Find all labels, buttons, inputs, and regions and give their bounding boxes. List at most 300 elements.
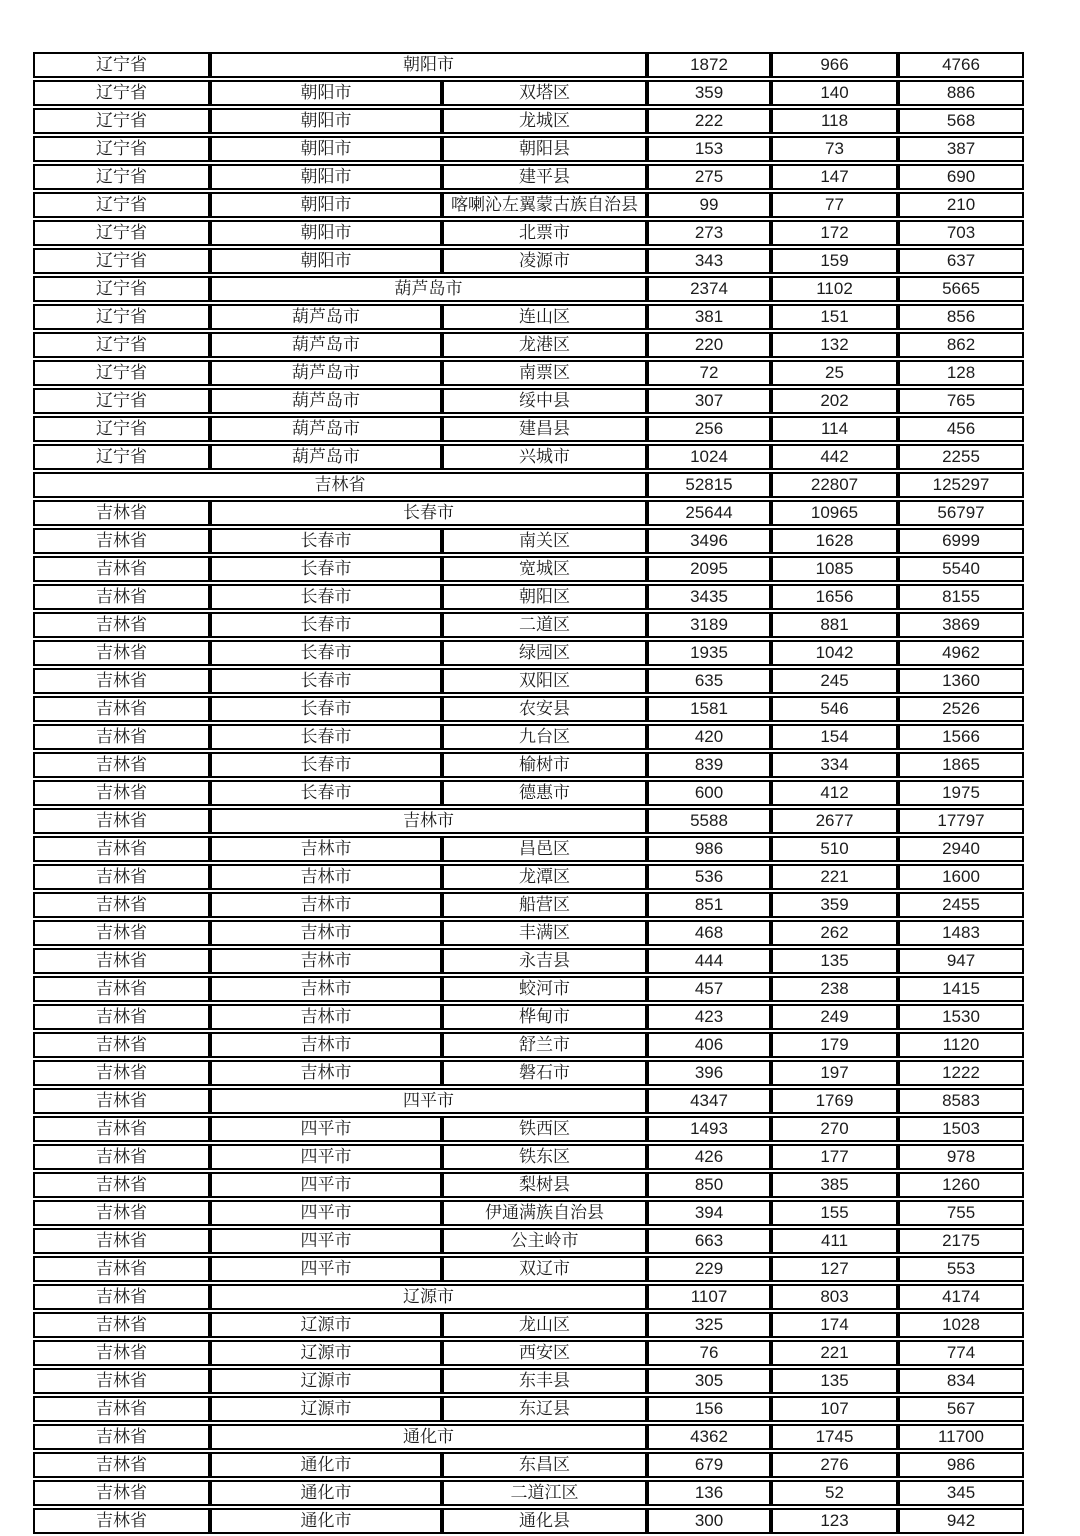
value-cell: 52815 [647,472,771,498]
province-cell: 吉林省 [33,1424,210,1450]
value-cell: 2526 [898,696,1024,722]
table-row [33,1452,1024,1478]
value-cell: 426 [647,1144,771,1170]
province-cell: 吉林省 [33,528,210,554]
province-cell: 辽宁省 [33,416,210,442]
value-cell: 159 [771,248,898,274]
table-row [33,612,1024,638]
city-cell: 葫芦岛市 [210,444,442,470]
district-cell: 昌邑区 [442,836,647,862]
province-cell: 辽宁省 [33,332,210,358]
value-cell: 11700 [898,1424,1024,1450]
value-cell: 1024 [647,444,771,470]
value-cell: 1107 [647,1284,771,1310]
value-cell: 600 [647,780,771,806]
value-cell: 3869 [898,612,1024,638]
value-cell: 2374 [647,276,771,302]
province-cell: 吉林省 [33,1004,210,1030]
value-cell: 135 [771,1368,898,1394]
province-cell: 吉林省 [33,780,210,806]
table-row [33,1116,1024,1142]
table-row [33,948,1024,974]
table-row [33,892,1024,918]
city-cell: 吉林市 [210,920,442,946]
value-cell: 1975 [898,780,1024,806]
city-cell: 吉林市 [210,948,442,974]
value-cell: 1260 [898,1172,1024,1198]
city-cell: 吉林市 [210,892,442,918]
value-cell: 457 [647,976,771,1002]
district-cell: 丰满区 [442,920,647,946]
province-cell: 吉林省 [33,808,210,834]
province-cell: 吉林省 [33,1228,210,1254]
value-cell: 2455 [898,892,1024,918]
district-cell: 龙城区 [442,108,647,134]
city-cell: 朝阳市 [210,52,647,78]
city-cell: 葫芦岛市 [210,416,442,442]
value-cell: 25644 [647,500,771,526]
table-row [33,920,1024,946]
district-cell: 兴城市 [442,444,647,470]
district-cell: 双塔区 [442,80,647,106]
value-cell: 6999 [898,528,1024,554]
province-cell: 吉林省 [33,1480,210,1506]
value-cell: 174 [771,1312,898,1338]
district-cell: 榆树市 [442,752,647,778]
value-cell: 412 [771,780,898,806]
city-cell: 长春市 [210,696,442,722]
value-cell: 307 [647,388,771,414]
district-cell: 德惠市 [442,780,647,806]
province-cell: 吉林省 [33,1144,210,1170]
value-cell: 1769 [771,1088,898,1114]
table-row [33,108,1024,134]
value-cell: 1530 [898,1004,1024,1030]
value-cell: 568 [898,108,1024,134]
province-cell: 吉林省 [33,1032,210,1058]
table-row [33,1312,1024,1338]
city-cell: 四平市 [210,1172,442,1198]
value-cell: 2175 [898,1228,1024,1254]
value-cell: 179 [771,1032,898,1058]
value-cell: 803 [771,1284,898,1310]
district-cell: 建昌县 [442,416,647,442]
province-cell: 吉林省 [33,892,210,918]
table-row [33,584,1024,610]
table-row [33,1284,1024,1310]
value-cell: 77 [771,192,898,218]
city-cell: 朝阳市 [210,164,442,190]
province-cell: 辽宁省 [33,80,210,106]
city-cell: 长春市 [210,640,442,666]
district-cell: 龙潭区 [442,864,647,890]
city-cell: 长春市 [210,612,442,638]
table-row [33,360,1024,386]
table-body [33,52,1024,1534]
value-cell: 305 [647,1368,771,1394]
district-cell: 南票区 [442,360,647,386]
district-cell: 磐石市 [442,1060,647,1086]
value-cell: 850 [647,1172,771,1198]
city-cell: 葫芦岛市 [210,388,442,414]
value-cell: 1042 [771,640,898,666]
value-cell: 334 [771,752,898,778]
province-cell: 辽宁省 [33,248,210,274]
province-cell: 吉林省 [33,584,210,610]
district-cell: 农安县 [442,696,647,722]
value-cell: 637 [898,248,1024,274]
value-cell: 300 [647,1508,771,1534]
value-cell: 553 [898,1256,1024,1282]
table-row [33,192,1024,218]
value-cell: 123 [771,1508,898,1534]
value-cell: 275 [647,164,771,190]
district-cell: 双阳区 [442,668,647,694]
table-row [33,1004,1024,1030]
district-cell: 凌源市 [442,248,647,274]
district-cell: 朝阳县 [442,136,647,162]
value-cell: 17797 [898,808,1024,834]
province-cell: 吉林省 [33,1312,210,1338]
province-cell: 吉林省 [33,948,210,974]
table-row [33,1144,1024,1170]
province-cell: 吉林省 [33,1172,210,1198]
table-row [33,556,1024,582]
value-cell: 942 [898,1508,1024,1534]
value-cell: 986 [898,1452,1024,1478]
value-cell: 3496 [647,528,771,554]
value-cell: 107 [771,1396,898,1422]
city-cell: 长春市 [210,556,442,582]
value-cell: 423 [647,1004,771,1030]
city-cell: 吉林市 [210,864,442,890]
district-cell: 龙山区 [442,1312,647,1338]
province-cell: 辽宁省 [33,304,210,330]
value-cell: 1085 [771,556,898,582]
province-cell: 吉林省 [33,752,210,778]
city-cell: 吉林市 [210,1004,442,1030]
value-cell: 76 [647,1340,771,1366]
value-cell: 4766 [898,52,1024,78]
value-cell: 262 [771,920,898,946]
table-row [33,472,1024,498]
table-row [33,1480,1024,1506]
city-cell: 四平市 [210,1256,442,1282]
value-cell: 202 [771,388,898,414]
value-cell: 4362 [647,1424,771,1450]
province-cell: 吉林省 [33,1060,210,1086]
value-cell: 1566 [898,724,1024,750]
value-cell: 387 [898,136,1024,162]
value-cell: 56797 [898,500,1024,526]
value-cell: 229 [647,1256,771,1282]
value-cell: 210 [898,192,1024,218]
province-cell: 吉林省 [33,976,210,1002]
district-cell: 铁西区 [442,1116,647,1142]
value-cell: 567 [898,1396,1024,1422]
value-cell: 1745 [771,1424,898,1450]
value-cell: 5540 [898,556,1024,582]
value-cell: 249 [771,1004,898,1030]
value-cell: 22807 [771,472,898,498]
value-cell: 1360 [898,668,1024,694]
province-cell: 吉林省 [33,640,210,666]
district-cell: 梨树县 [442,1172,647,1198]
city-cell: 四平市 [210,1088,647,1114]
value-cell: 4347 [647,1088,771,1114]
value-cell: 881 [771,612,898,638]
value-cell: 862 [898,332,1024,358]
value-cell: 222 [647,108,771,134]
district-cell: 双辽市 [442,1256,647,1282]
province-cell: 吉林省 [33,1200,210,1226]
value-cell: 151 [771,304,898,330]
value-cell: 986 [647,836,771,862]
value-cell: 256 [647,416,771,442]
city-cell: 四平市 [210,1200,442,1226]
province-cell: 吉林省 [33,1340,210,1366]
value-cell: 345 [898,1480,1024,1506]
city-cell: 朝阳市 [210,108,442,134]
value-cell: 1102 [771,276,898,302]
city-cell: 辽源市 [210,1368,442,1394]
province-cell: 吉林省 [33,612,210,638]
value-cell: 155 [771,1200,898,1226]
district-cell: 朝阳区 [442,584,647,610]
value-cell: 1120 [898,1032,1024,1058]
value-cell: 1493 [647,1116,771,1142]
value-cell: 839 [647,752,771,778]
value-cell: 72 [647,360,771,386]
value-cell: 856 [898,304,1024,330]
city-cell: 吉林市 [210,976,442,1002]
value-cell: 3189 [647,612,771,638]
table-row [33,276,1024,302]
district-cell: 南关区 [442,528,647,554]
table-row [33,1172,1024,1198]
city-cell: 朝阳市 [210,248,442,274]
city-cell: 四平市 [210,1228,442,1254]
city-cell: 长春市 [210,724,442,750]
value-cell: 343 [647,248,771,274]
table-row [33,1200,1024,1226]
city-cell: 通化市 [210,1480,442,1506]
city-cell: 葫芦岛市 [210,360,442,386]
value-cell: 851 [647,892,771,918]
value-cell: 8155 [898,584,1024,610]
value-cell: 3435 [647,584,771,610]
province-cell: 辽宁省 [33,52,210,78]
province-cell: 吉林省 [33,836,210,862]
value-cell: 132 [771,332,898,358]
value-cell: 127 [771,1256,898,1282]
region-statistics-table [33,50,1024,1536]
city-cell: 通化市 [210,1508,442,1534]
value-cell: 136 [647,1480,771,1506]
table-row [33,836,1024,862]
table-row [33,808,1024,834]
city-cell: 朝阳市 [210,136,442,162]
city-cell: 四平市 [210,1116,442,1142]
value-cell: 468 [647,920,771,946]
value-cell: 4962 [898,640,1024,666]
value-cell: 221 [771,864,898,890]
value-cell: 276 [771,1452,898,1478]
value-cell: 765 [898,388,1024,414]
province-cell: 辽宁省 [33,164,210,190]
table-row [33,444,1024,470]
value-cell: 1222 [898,1060,1024,1086]
province-cell: 辽宁省 [33,220,210,246]
table-row [33,388,1024,414]
province-cell: 吉林省 [33,1284,210,1310]
province-cell: 吉林省 [33,864,210,890]
value-cell: 966 [771,52,898,78]
table-row [33,416,1024,442]
table-row [33,1340,1024,1366]
province-cell: 吉林省 [33,920,210,946]
city-cell: 辽源市 [210,1396,442,1422]
province-cell: 吉林省 [33,1088,210,1114]
value-cell: 270 [771,1116,898,1142]
province-cell: 吉林省 [33,696,210,722]
value-cell: 221 [771,1340,898,1366]
value-cell: 52 [771,1480,898,1506]
table-row [33,724,1024,750]
district-cell: 铁东区 [442,1144,647,1170]
value-cell: 2255 [898,444,1024,470]
table-row [33,1088,1024,1114]
value-cell: 5665 [898,276,1024,302]
table-row [33,976,1024,1002]
value-cell: 125297 [898,472,1024,498]
value-cell: 1415 [898,976,1024,1002]
value-cell: 25 [771,360,898,386]
province-cell: 辽宁省 [33,108,210,134]
value-cell: 1483 [898,920,1024,946]
city-cell: 辽源市 [210,1312,442,1338]
value-cell: 172 [771,220,898,246]
table-row [33,640,1024,666]
province-cell: 吉林省 [33,556,210,582]
province-cell: 吉林省 [33,472,647,498]
value-cell: 690 [898,164,1024,190]
value-cell: 755 [898,1200,1024,1226]
district-cell: 龙港区 [442,332,647,358]
district-cell: 连山区 [442,304,647,330]
value-cell: 456 [898,416,1024,442]
table-row [33,1228,1024,1254]
city-cell: 葫芦岛市 [210,332,442,358]
district-cell: 舒兰市 [442,1032,647,1058]
value-cell: 359 [771,892,898,918]
province-cell: 吉林省 [33,668,210,694]
district-cell: 公主岭市 [442,1228,647,1254]
value-cell: 411 [771,1228,898,1254]
value-cell: 325 [647,1312,771,1338]
district-cell: 北票市 [442,220,647,246]
table-row [33,752,1024,778]
value-cell: 197 [771,1060,898,1086]
value-cell: 510 [771,836,898,862]
table-row [33,52,1024,78]
table-row [33,332,1024,358]
province-cell: 辽宁省 [33,276,210,302]
table-row [33,1060,1024,1086]
value-cell: 73 [771,136,898,162]
district-cell: 绥中县 [442,388,647,414]
value-cell: 834 [898,1368,1024,1394]
district-cell: 西安区 [442,1340,647,1366]
district-cell: 建平县 [442,164,647,190]
value-cell: 703 [898,220,1024,246]
province-cell: 辽宁省 [33,388,210,414]
district-cell: 宽城区 [442,556,647,582]
table-row [33,780,1024,806]
province-cell: 吉林省 [33,1256,210,1282]
table-row [33,1256,1024,1282]
value-cell: 886 [898,80,1024,106]
value-cell: 114 [771,416,898,442]
city-cell: 吉林市 [210,1032,442,1058]
value-cell: 8583 [898,1088,1024,1114]
table-row [33,1508,1024,1534]
district-cell: 东辽县 [442,1396,647,1422]
city-cell: 长春市 [210,528,442,554]
value-cell: 154 [771,724,898,750]
value-cell: 381 [647,304,771,330]
district-cell: 伊通满族自治县 [442,1200,647,1226]
value-cell: 442 [771,444,898,470]
value-cell: 1600 [898,864,1024,890]
value-cell: 536 [647,864,771,890]
value-cell: 2940 [898,836,1024,862]
value-cell: 128 [898,360,1024,386]
value-cell: 10965 [771,500,898,526]
value-cell: 663 [647,1228,771,1254]
province-cell: 吉林省 [33,1368,210,1394]
value-cell: 1028 [898,1312,1024,1338]
province-cell: 辽宁省 [33,136,210,162]
city-cell: 辽源市 [210,1284,647,1310]
value-cell: 2677 [771,808,898,834]
province-cell: 辽宁省 [33,444,210,470]
table-row [33,528,1024,554]
city-cell: 四平市 [210,1144,442,1170]
value-cell: 245 [771,668,898,694]
city-cell: 长春市 [210,668,442,694]
value-cell: 679 [647,1452,771,1478]
city-cell: 朝阳市 [210,192,442,218]
value-cell: 2095 [647,556,771,582]
district-cell: 桦甸市 [442,1004,647,1030]
city-cell: 葫芦岛市 [210,276,647,302]
table-row [33,864,1024,890]
value-cell: 273 [647,220,771,246]
value-cell: 420 [647,724,771,750]
value-cell: 394 [647,1200,771,1226]
city-cell: 通化市 [210,1424,647,1450]
table-row [33,1032,1024,1058]
province-cell: 吉林省 [33,1396,210,1422]
city-cell: 葫芦岛市 [210,304,442,330]
city-cell: 吉林市 [210,836,442,862]
table-row [33,1368,1024,1394]
value-cell: 220 [647,332,771,358]
value-cell: 153 [647,136,771,162]
table-row [33,1424,1024,1450]
table-row [33,164,1024,190]
